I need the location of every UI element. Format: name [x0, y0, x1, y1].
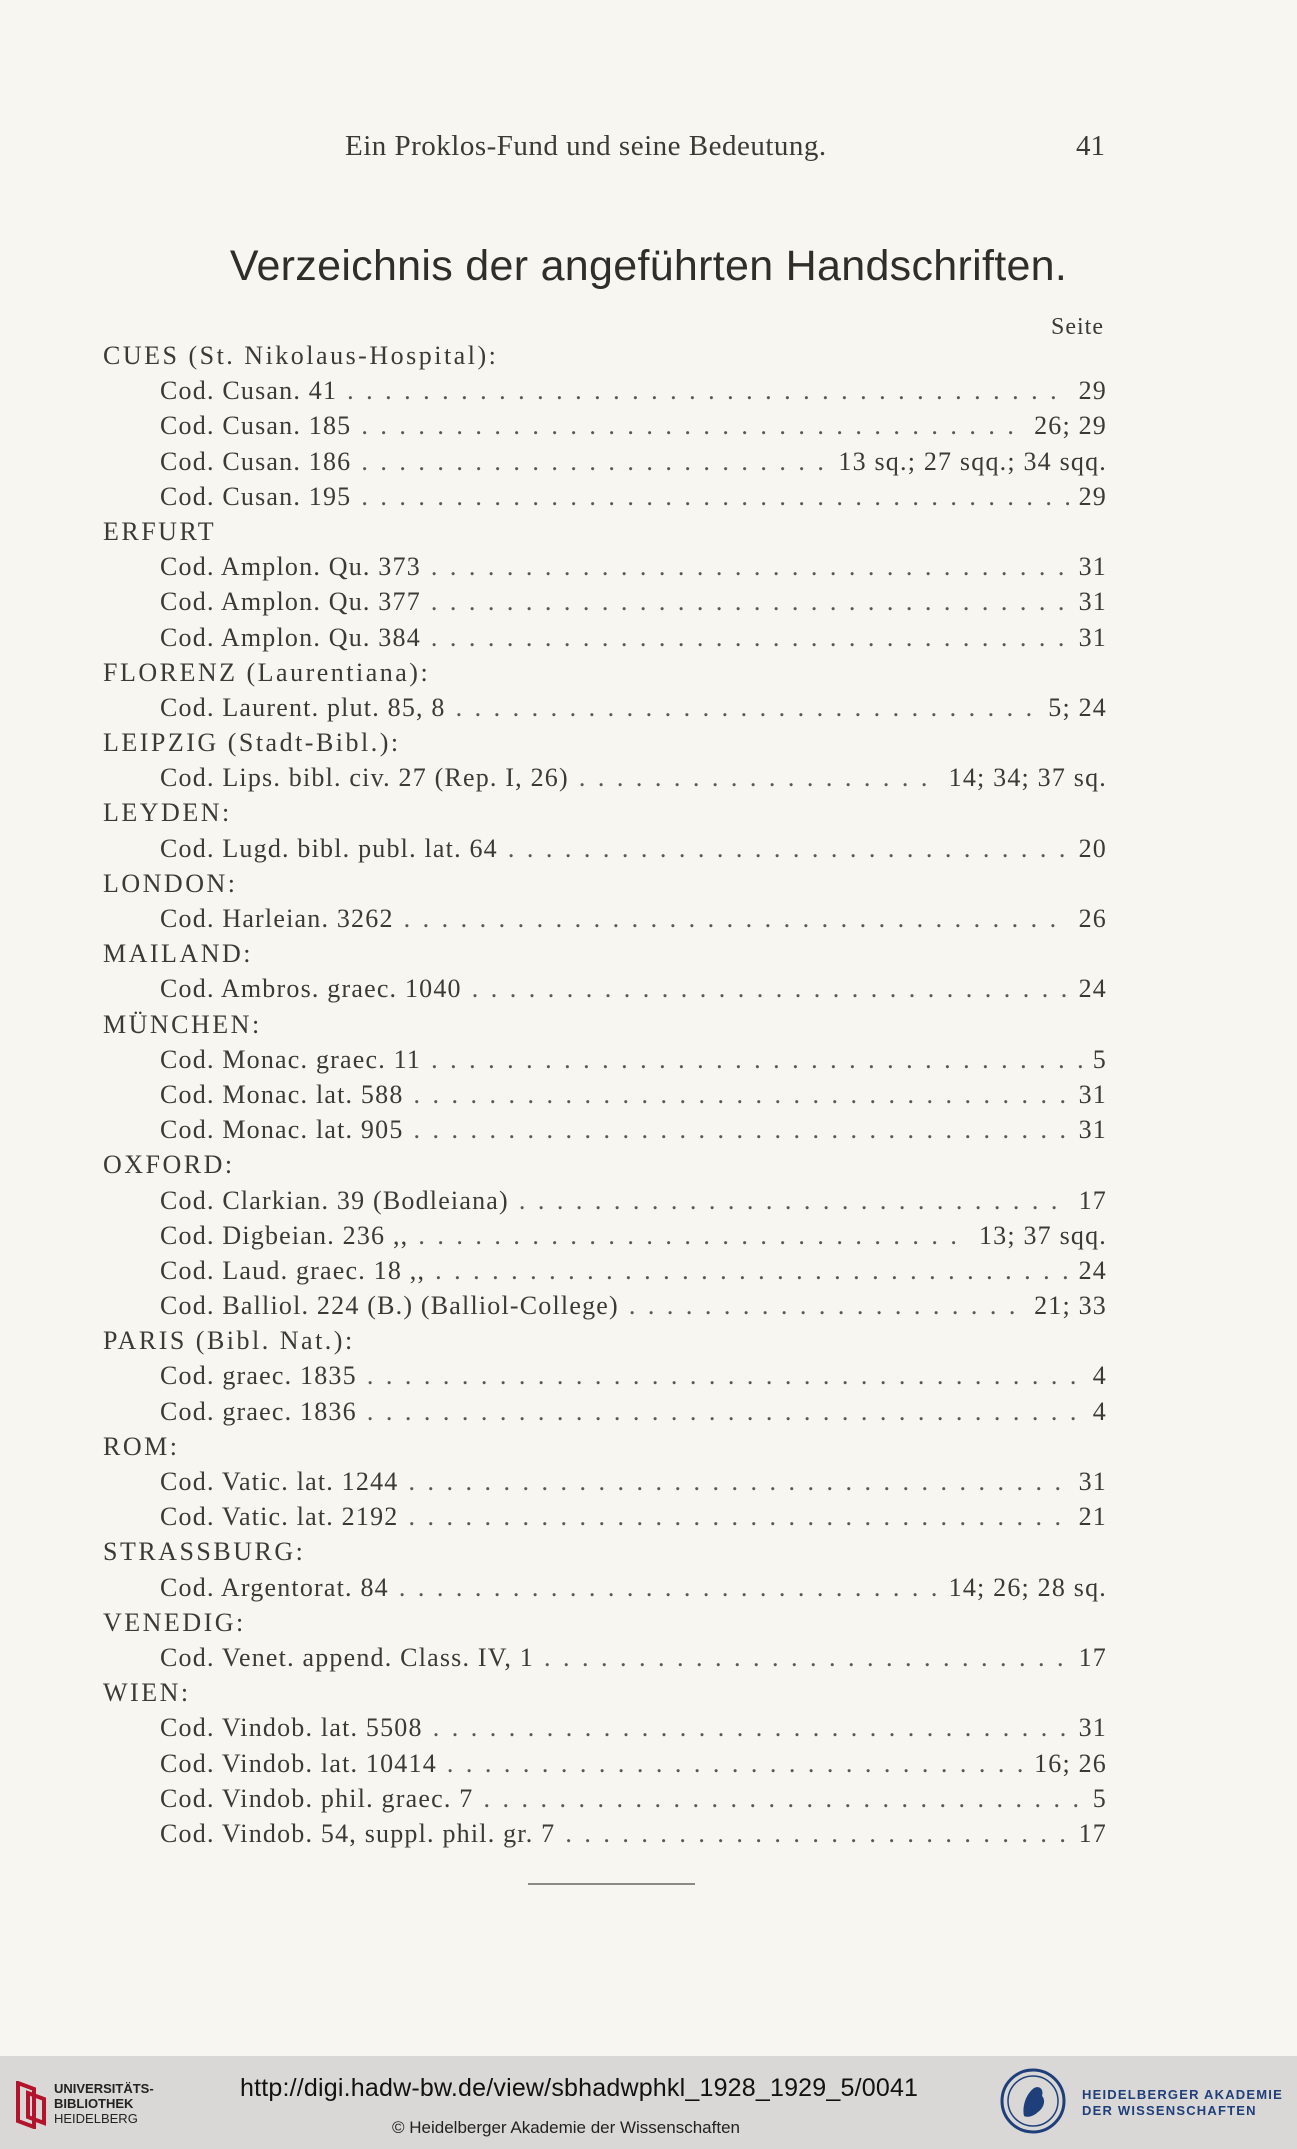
- column-header-seite: Seite: [1051, 314, 1104, 340]
- manuscript-name: Cod. Amplon. Qu. 373: [160, 552, 421, 582]
- page-references: 31: [1078, 622, 1107, 652]
- dot-leader: [456, 690, 1039, 725]
- manuscript-name: Cod. Venet. append. Class. IV, 1: [160, 1642, 534, 1672]
- city-name: OXFORD:: [103, 1150, 235, 1180]
- index-entry: [0, 1112, 1297, 1147]
- index-entry: [0, 620, 1297, 655]
- page-references: 29: [1078, 376, 1107, 406]
- page-references: 31: [1078, 1713, 1107, 1743]
- dot-leader: [629, 1288, 1024, 1323]
- city-name: STRASSBURG:: [103, 1537, 306, 1567]
- page-number: 41: [1076, 130, 1105, 162]
- manuscript-name: Cod. Vatic. lat. 1244: [160, 1467, 399, 1496]
- dot-leader: [565, 1816, 1068, 1851]
- index-city-heading: [0, 338, 1297, 373]
- index-city-heading: [0, 1429, 1297, 1464]
- hadw-logo[interactable]: [1000, 2064, 1290, 2142]
- dot-leader: [431, 1042, 1083, 1077]
- page-references: 21: [1078, 1502, 1107, 1532]
- manuscript-name: Cod. Vindob. 54, suppl. phil. gr. 7: [160, 1818, 556, 1848]
- manuscript-name: Cod. Lips. bibl. civ. 27 (Rep. I, 26): [160, 763, 569, 793]
- hadw-logo-text: [1082, 2087, 1283, 2119]
- footer-bar: [0, 2056, 1297, 2149]
- index-city-heading: [0, 655, 1297, 690]
- index-city-heading: [0, 1675, 1297, 1710]
- dot-leader: [431, 620, 1069, 655]
- index-city-heading: [0, 1007, 1297, 1042]
- dot-leader: [431, 584, 1069, 619]
- hadw-logo-line2: DER WISSENSCHAFTEN: [1082, 2103, 1257, 2118]
- city-name: WIEN:: [103, 1678, 191, 1708]
- manuscript-name: Cod. Harleian. 3262: [160, 904, 394, 933]
- page-references: 5; 24: [1048, 692, 1107, 722]
- page-references: 31: [1078, 1079, 1107, 1109]
- manuscript-name: Cod. graec. 1835: [160, 1361, 357, 1391]
- dot-leader: [431, 549, 1069, 584]
- page-references: 5: [1092, 1783, 1107, 1813]
- city-name: VENEDIG:: [103, 1607, 246, 1637]
- manuscript-name: Cod. Laurent. plut. 85, 8: [160, 692, 446, 722]
- dot-leader: [404, 901, 1069, 936]
- dot-leader: [435, 1253, 1068, 1288]
- end-divider: [528, 1883, 695, 1885]
- dot-leader: [472, 971, 1069, 1006]
- index-city-heading: [0, 1323, 1297, 1358]
- index-entry: [0, 1640, 1297, 1675]
- index-entry: [0, 971, 1297, 1006]
- index-entry: [0, 408, 1297, 443]
- page-references: 26: [1078, 904, 1107, 933]
- city-name: ROM:: [103, 1431, 180, 1461]
- index-city-heading: [0, 1534, 1297, 1569]
- index-city-heading: [0, 866, 1297, 901]
- manuscript-name: Cod. Monac. graec. 11: [160, 1044, 422, 1074]
- city-name: CUES (St. Nikolaus-Hospital):: [103, 341, 499, 370]
- page-references: 20: [1078, 833, 1107, 863]
- dot-leader: [508, 831, 1069, 866]
- page-references: 4: [1092, 1361, 1107, 1391]
- index-city-heading: [0, 1605, 1297, 1640]
- city-name: MAILAND:: [103, 939, 253, 969]
- index-city-heading: [0, 795, 1297, 830]
- page-references: 21; 33: [1034, 1291, 1107, 1321]
- manuscript-name: Cod. graec. 1836: [160, 1396, 357, 1426]
- dot-leader: [414, 1112, 1069, 1147]
- index-entry: [0, 1464, 1297, 1499]
- page-references: 16; 26: [1034, 1748, 1107, 1778]
- index-entry: [0, 1077, 1297, 1112]
- dot-leader: [408, 1499, 1068, 1534]
- dot-leader: [579, 760, 939, 795]
- dot-leader: [408, 1464, 1068, 1499]
- page-references: 24: [1078, 974, 1107, 1004]
- index-entry: [0, 1358, 1297, 1393]
- page-references: 31: [1078, 552, 1107, 582]
- manuscript-name: Cod. Vindob. phil. graec. 7: [160, 1783, 474, 1813]
- ub-logo-line1: UNIVERSITÄTS-: [54, 2081, 154, 2096]
- page-references: 13; 37 sqq.: [978, 1220, 1107, 1250]
- index-entry: [0, 479, 1297, 514]
- page-references: 29: [1078, 481, 1107, 511]
- index-entry: [0, 444, 1297, 479]
- manuscript-index: [0, 338, 1297, 1851]
- city-name: LONDON:: [103, 868, 238, 898]
- index-city-heading: [0, 514, 1297, 549]
- dot-leader: [361, 444, 828, 479]
- dot-leader: [399, 1570, 939, 1605]
- page-references: 5: [1092, 1044, 1107, 1074]
- page-references: 14; 26; 28 sq.: [948, 1572, 1107, 1602]
- dot-leader: [367, 1394, 1083, 1429]
- ub-logo-text: [54, 2081, 154, 2126]
- copyright-text: © Heidelberger Akademie der Wissenschaften: [392, 2118, 740, 2137]
- page-references: 14; 34; 37 sq.: [948, 763, 1107, 793]
- index-entry: [0, 584, 1297, 619]
- page-references: 31: [1078, 587, 1107, 617]
- index-entry: [0, 1253, 1297, 1288]
- city-name: ERFURT: [103, 516, 217, 546]
- index-entry: [0, 1781, 1297, 1816]
- index-entry: [0, 1288, 1297, 1323]
- index-city-heading: [0, 725, 1297, 760]
- page-references: 17: [1078, 1642, 1107, 1672]
- manuscript-name: Cod. Balliol. 224 (B.) (Balliol-College): [160, 1291, 619, 1321]
- dot-leader: [447, 1746, 1024, 1781]
- dot-leader: [361, 408, 1024, 443]
- manuscript-name: Cod. Cusan. 195: [160, 481, 352, 511]
- index-entry: [0, 760, 1297, 795]
- index-entry: [0, 690, 1297, 725]
- dot-leader: [519, 1183, 1069, 1218]
- manuscript-name: Cod. Cusan. 186: [160, 446, 352, 476]
- dot-leader: [361, 479, 1068, 514]
- index-entry: [0, 1183, 1297, 1218]
- page-references: 31: [1078, 1467, 1107, 1496]
- index-city-heading: [0, 936, 1297, 971]
- page-references: 31: [1078, 1115, 1107, 1145]
- dot-leader: [483, 1781, 1082, 1816]
- index-entry: [0, 1570, 1297, 1605]
- index-entry: [0, 373, 1297, 408]
- index-entry: [0, 1816, 1297, 1851]
- index-entry: [0, 1218, 1297, 1253]
- dot-leader: [414, 1077, 1069, 1112]
- manuscript-name: Cod. Vindob. lat. 10414: [160, 1748, 437, 1778]
- running-title: Ein Proklos-Fund und seine Bedeutung.: [345, 130, 827, 162]
- ub-logo-line3: HEIDELBERG: [54, 2111, 138, 2126]
- index-city-heading: [0, 1147, 1297, 1182]
- manuscript-name: Cod. Clarkian. 39 (Bodleiana): [160, 1185, 509, 1215]
- index-entry: [0, 1710, 1297, 1745]
- running-head: [0, 130, 1297, 170]
- manuscript-name: Cod. Cusan. 41: [160, 376, 338, 406]
- ub-heidelberg-logo[interactable]: [14, 2071, 164, 2141]
- manuscript-name: Cod. Lugd. bibl. publ. lat. 64: [160, 833, 498, 863]
- manuscript-name: Cod. Vindob. lat. 5508: [160, 1713, 423, 1743]
- index-entry: [0, 1499, 1297, 1534]
- index-entry: [0, 1746, 1297, 1781]
- dot-leader: [367, 1358, 1083, 1393]
- manuscript-name: Cod. Cusan. 185: [160, 411, 352, 441]
- dot-leader: [418, 1218, 969, 1253]
- index-entry: [0, 1042, 1297, 1077]
- manuscript-name: Cod. Monac. lat. 588: [160, 1079, 404, 1109]
- ub-logo-icon: [14, 2081, 50, 2129]
- city-name: FLORENZ (Laurentiana):: [103, 657, 431, 687]
- index-entry: [0, 549, 1297, 584]
- manuscript-name: Cod. Monac. lat. 905: [160, 1115, 404, 1145]
- hadw-seal-icon: [1000, 2068, 1066, 2134]
- page-references: 17: [1078, 1818, 1107, 1848]
- page-title: Verzeichnis der angeführten Handschriften.: [229, 242, 1068, 290]
- ub-logo-line2: BIBLIOTHEK: [54, 2096, 134, 2111]
- index-entry: [0, 1394, 1297, 1429]
- manuscript-name: Cod. Laud. graec. 18 ,,: [160, 1255, 426, 1285]
- city-name: PARIS (Bibl. Nat.):: [103, 1326, 355, 1356]
- index-entry: [0, 831, 1297, 866]
- city-name: MÜNCHEN:: [103, 1009, 262, 1039]
- page-references: 4: [1092, 1396, 1107, 1426]
- manuscript-name: Cod. Amplon. Qu. 377: [160, 587, 421, 617]
- page-references: 26; 29: [1034, 411, 1107, 441]
- hadw-logo-line1: HEIDELBERGER AKADEMIE: [1082, 2087, 1283, 2102]
- dot-leader: [433, 1710, 1069, 1745]
- page-references: 24: [1078, 1255, 1107, 1285]
- manuscript-name: Cod. Digbeian. 236 ,,: [160, 1220, 409, 1250]
- manuscript-name: Cod. Argentorat. 84: [160, 1572, 389, 1602]
- manuscript-name: Cod. Vatic. lat. 2192: [160, 1502, 399, 1532]
- index-entry: [0, 901, 1297, 936]
- manuscript-name: Cod. Ambros. graec. 1040: [160, 974, 462, 1004]
- city-name: LEYDEN:: [103, 798, 232, 828]
- city-name: LEIPZIG (Stadt-Bibl.):: [103, 728, 401, 758]
- dot-leader: [347, 373, 1068, 408]
- page-references: 17: [1078, 1185, 1107, 1215]
- source-url-link[interactable]: http://digi.hadw-bw.de/view/sbhadwphkl_1928_1929_5/0041: [240, 2074, 919, 2102]
- manuscript-name: Cod. Amplon. Qu. 384: [160, 622, 421, 652]
- page-references: 13 sq.; 27 sqq.; 34 sqq.: [838, 446, 1107, 476]
- dot-leader: [544, 1640, 1069, 1675]
